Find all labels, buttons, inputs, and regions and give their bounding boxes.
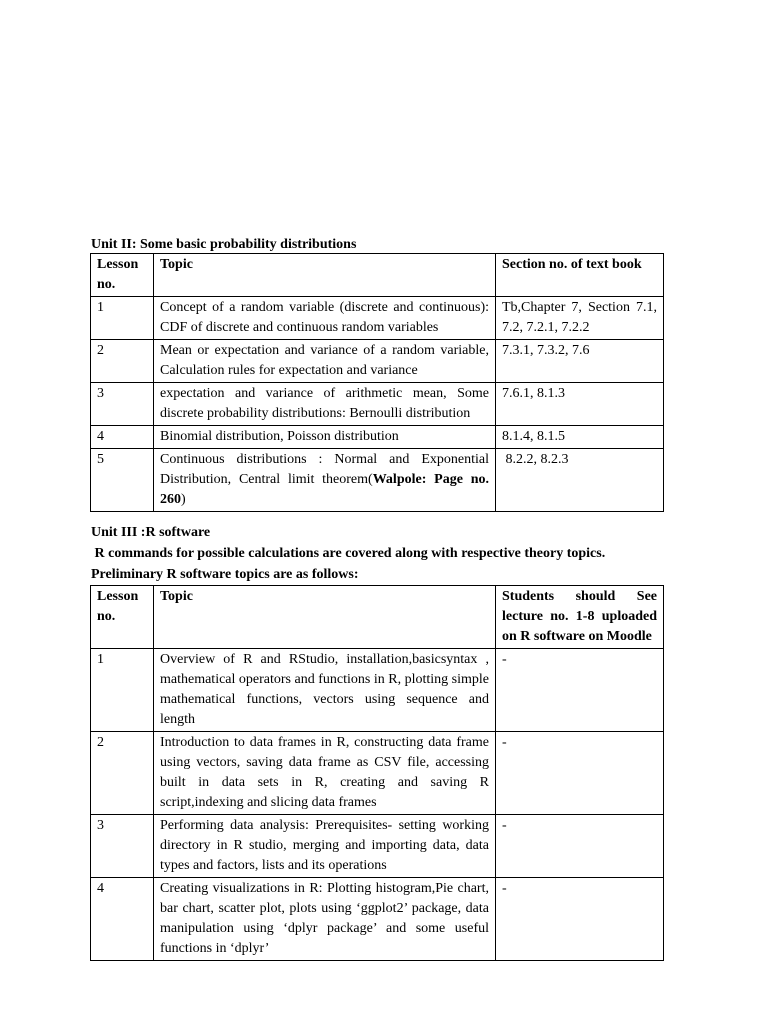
lesson-number: 2 [91, 732, 154, 815]
section-cell: 7.6.1, 8.1.3 [496, 383, 664, 426]
unit2-heading: Unit II: Some basic probability distributions [91, 237, 357, 252]
section-cell: - [496, 649, 664, 732]
lesson-number: 1 [91, 649, 154, 732]
header-section: Students should See lecture no. 1-8 uploaded on R software on Moodle [496, 586, 664, 649]
section-cell: Tb,Chapter 7, Section 7.1, 7.2, 7.2.1, 7.2.2 [496, 297, 664, 340]
unit2-table [90, 253, 664, 512]
topic-cell: Overview of R and RStudio, installation,basicsyntax , mathematical operators and functions in R, plotting simple mathematical functions, vectors using sequence and length [154, 649, 496, 732]
header-lesson: Lesson no. [91, 586, 154, 649]
table-row [91, 340, 664, 383]
lesson-number: 5 [91, 449, 154, 512]
unit3-heading: Unit III :R software [91, 525, 211, 540]
lesson-number: 3 [91, 383, 154, 426]
lesson-number: 4 [91, 426, 154, 449]
table-row [91, 297, 664, 340]
header-topic: Topic [154, 586, 496, 649]
section-cell: - [496, 732, 664, 815]
section-cell: - [496, 815, 664, 878]
header-section: Section no. of text book [496, 254, 664, 297]
table-row [91, 426, 664, 449]
header-lesson: Lesson no. [91, 254, 154, 297]
topic-cell: Creating visualizations in R: Plotting histogram,Pie chart, bar chart, scatter plot, plots using ‘ggplot2’ package, data manipulation using ‘dplyr package’ and some useful functions in ‘dplyr’ [154, 878, 496, 961]
unit3-intro-line2: Preliminary R software topics are as follows: [91, 567, 359, 582]
table-header-row [91, 254, 664, 297]
walpole-reference: Walpole: Page no. 260 [160, 472, 489, 507]
unit3-intro-line1: R commands for possible calculations are covered along with respective theory topics. [91, 546, 606, 561]
topic-cell: Introduction to data frames in R, constructing data frame using vectors, saving data frame as CSV file, accessing built in data sets in R, creating and saving R script,indexing and slicing data frames [154, 732, 496, 815]
topic-cell: Mean or expectation and variance of a random variable, Calculation rules for expectation and variance [154, 340, 496, 383]
topic-cell: Binomial distribution, Poisson distribution [154, 426, 496, 449]
header-topic: Topic [154, 254, 496, 297]
topic-cell: expectation and variance of arithmetic mean, Some discrete probability distributions: Bernoulli distribution [154, 383, 496, 426]
section-cell: 7.3.1, 7.3.2, 7.6 [496, 340, 664, 383]
topic-text: Continuous distributions : Normal and Exponential Distribution, Central limit theorem( [160, 452, 489, 487]
table-row [91, 815, 664, 878]
lesson-number: 4 [91, 878, 154, 961]
table-row [91, 383, 664, 426]
section-cell: - [496, 878, 664, 961]
table-row [91, 732, 664, 815]
table-row [91, 878, 664, 961]
table-row [91, 649, 664, 732]
section-cell: 8.2.2, 8.2.3 [496, 449, 664, 512]
topic-text-end: ) [181, 492, 186, 507]
table-row [91, 449, 664, 512]
lesson-number: 2 [91, 340, 154, 383]
topic-cell [154, 449, 496, 512]
table-header-row [91, 586, 664, 649]
lesson-number: 1 [91, 297, 154, 340]
section-cell: 8.1.4, 8.1.5 [496, 426, 664, 449]
lesson-number: 3 [91, 815, 154, 878]
unit3-table [90, 585, 664, 961]
topic-cell: Concept of a random variable (discrete and continuous): CDF of discrete and continuous random variables [154, 297, 496, 340]
topic-cell: Performing data analysis: Prerequisites- setting working directory in R studio, merging and importing data, data types and factors, lists and its operations [154, 815, 496, 878]
